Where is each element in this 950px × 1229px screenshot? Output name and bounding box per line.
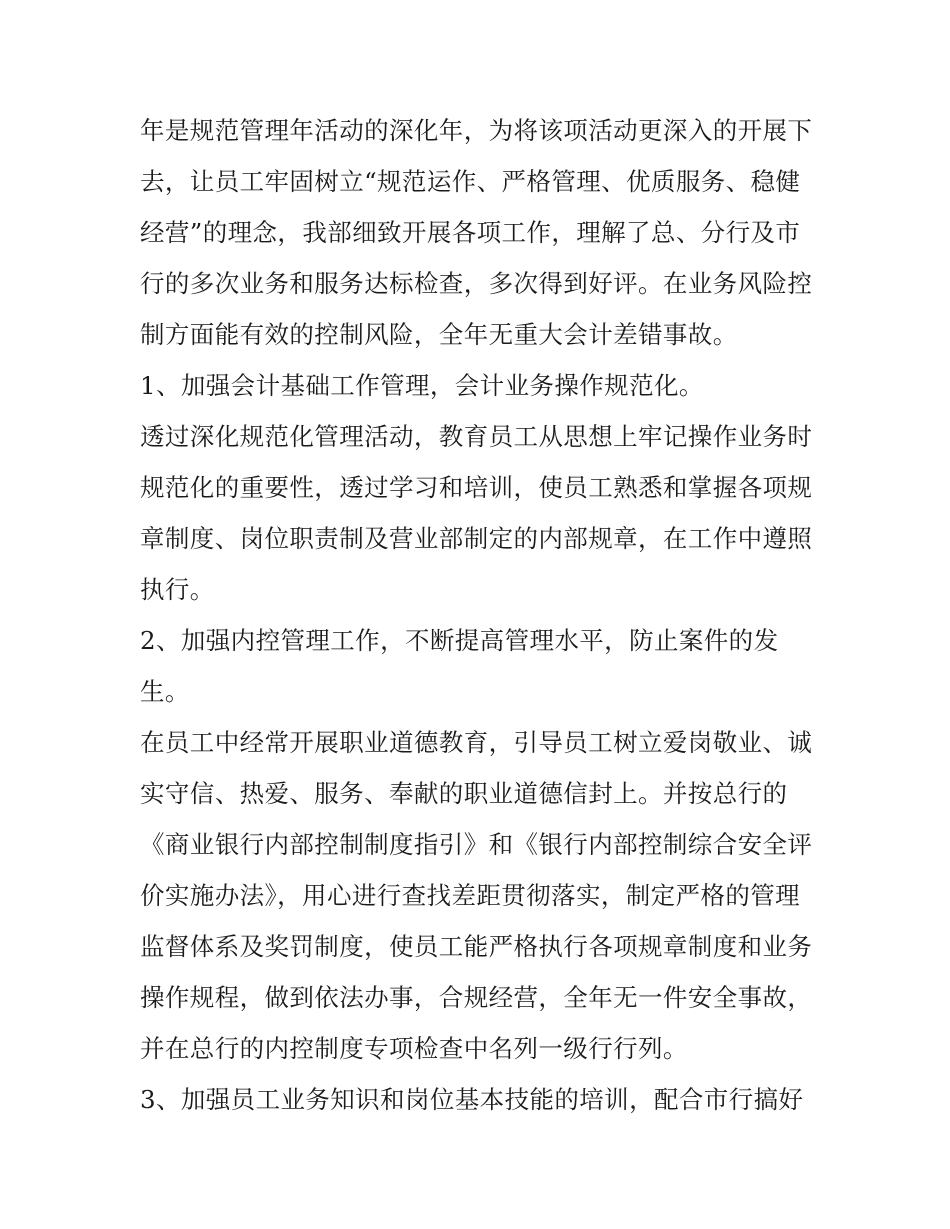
text-line: 执行。	[140, 575, 215, 604]
text-line: 行的多次业务和服务达标检查，多次得到好评。在业务风险控	[140, 269, 813, 298]
text-line: 经营”的理念，我部细致开展各项工作，理解了总、分行及市	[140, 218, 801, 247]
body-text	[140, 105, 820, 1125]
text-line: 并在总行的内控制度专项检查中名列一级行行列。	[140, 1034, 688, 1063]
text-line: 监督体系及奖罚制度，使员工能严格执行各项规章制度和业务	[140, 932, 813, 961]
text-line: 透过深化规范化管理活动，教育员工从思想上牢记操作业务时	[140, 422, 813, 451]
text-line: 价实施办法》，用心进行查找差距贯彻落实，制定严格的管理	[140, 881, 801, 910]
text-line: 规范化的重要性，透过学习和培训，使员工熟悉和掌握各项规	[140, 473, 813, 502]
text-line: 操作规程，做到依法办事，合规经营，全年无一件安全事故，	[140, 983, 813, 1012]
text-line: 实守信、热爱、服务、奉献的职业道德信封上。并按总行的	[140, 779, 788, 808]
text-line: 《商业银行内部控制制度指引》和《银行内部控制综合安全评	[140, 830, 813, 859]
text-line: 去，让员工牢固树立“规范运作、严格管理、优质服务、稳健	[140, 167, 801, 196]
section-heading-1: 1、加强会计基础工作管理，会计业务操作规范化。	[140, 371, 704, 400]
section-heading-2: 2、加强内控管理工作，不断提高管理水平，防止案件的发	[140, 626, 779, 655]
section-heading-3: 3、加强员工业务知识和岗位基本技能的培训，配合市行搞好	[140, 1085, 804, 1114]
text-line: 章制度、岗位职责制及营业部制定的内部规章，在工作中遵照	[140, 524, 813, 553]
text-line: 年是规范管理年活动的深化年，为将该项活动更深入的开展下	[140, 116, 813, 145]
section-heading-2-cont: 生。	[140, 677, 190, 706]
text-line: 在员工中经常开展职业道德教育，引导员工树立爱岗敬业、诚	[140, 728, 813, 757]
text-line: 制方面能有效的控制风险，全年无重大会计差错事故。	[140, 320, 738, 349]
